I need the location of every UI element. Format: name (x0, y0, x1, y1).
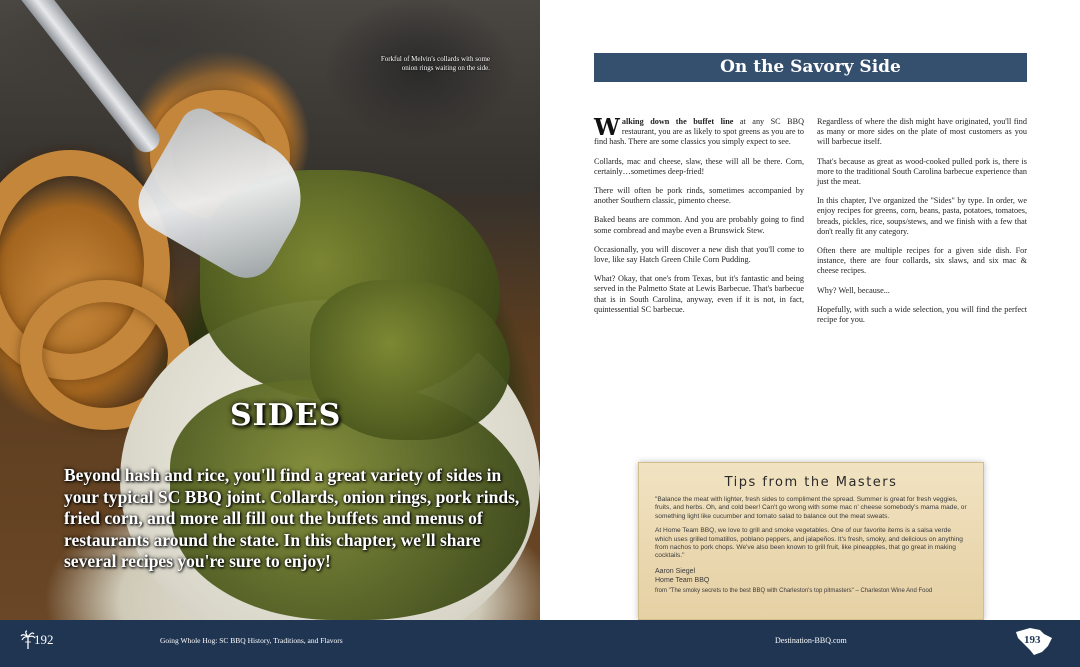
paragraph: Regardless of where the dish might have originated, you'll find as many or more sides on the plate of most customers as you will barbecue itself. (817, 117, 1027, 147)
tips-paragraph: At Home Team BBQ, we love to grill and smoke vegetables. One of our favorite items is a salsa verde which uses grilled tomatillos, poblano peppers, and jalapeños. It's fresh, smoky, and delicious on anything from nachos to pork chops. We've also been known to grill fruit, like pineapples, that go great in making cocktails." (655, 527, 963, 560)
text-column-right (817, 117, 1027, 334)
paragraph: Hopefully, with such a wide selection, you will find the perfect recipe for you. (817, 304, 1027, 325)
book-title: Going Whole Hog: SC BBQ History, Traditions, and Flavors (160, 636, 343, 645)
paragraph: Occasionally, you will discover a new dish that you'll come to love, like say Hatch Green Chile Corn Pudding. (594, 244, 804, 265)
text-column-left (594, 114, 804, 324)
right-page (540, 0, 1080, 620)
paragraph: In this chapter, I've organized the "Sides" by type. In order, we enjoy recipes for greens, corn, beans, pasta, potatoes, tomatoes, breads, pickles, rice, soups/stews, and we finish with a few that don't really fit any category. (817, 196, 1027, 236)
chapter-title: SIDES (230, 398, 342, 433)
lead-rest: at any SC BBQ restaurant, you are as likely to spot greens as you are to find hash. There are some classics you simply expect to see. (594, 117, 804, 147)
tips-title: Tips from the Masters (724, 475, 898, 490)
tips-body (655, 496, 967, 595)
tips-org: Home Team BBQ (655, 576, 710, 584)
drop-cap: W (594, 114, 620, 141)
photo-caption: Forkful of Melvin's collards with some onion rings waiting on the side. (380, 55, 490, 72)
paragraph: Why? Well, because... (817, 285, 890, 295)
lead-in: alking down the buffet line (621, 117, 734, 126)
collards-photo (0, 0, 540, 620)
paragraph: Baked beans are common. And you are probably going to find some cornbread and maybe even a Brunswick Stew. (594, 215, 804, 235)
tips-paragraph: "Balance the meat with lighter, fresh sides to compliment the spread. Summer is great for fresh veggies, fruits, and herbs. Oh, and cold beer! Can't go wrong with some mac n' cheese somebody's mama made, or something light like cucumber and tomato salad to balance out the meat sweats. (655, 496, 967, 520)
paragraph: Collards, mac and cheese, slaw, these will all be there. Corn, certainly…sometimes deep-fried! (594, 156, 804, 176)
paragraph: What? Okay, that one's from Texas, but it's fantastic and being served in the Palmetto State at Lewis Barbecue. That's barbecue that is in South Carolina, anyway, even if it is not, in fact, quintessential SC barbecue. (594, 274, 804, 314)
website-link[interactable]: Destination-BBQ.com (775, 636, 847, 645)
lead-paragraph (594, 114, 804, 148)
fork-handle (0, 0, 164, 157)
paragraph: There will often be pork rinds, sometimes accompanied by another Southern classic, pimento cheese. (594, 186, 804, 206)
paragraph: That's because as great as wood-cooked pulled pork is, there is more to the traditional South Carolina barbecue experience than just the meat. (817, 156, 1027, 187)
tips-source: from "The smoky secrets to the best BBQ with Charleston's top pitmasters" – Charleston Wine And Food (655, 587, 933, 594)
chapter-intro: Beyond hash and rice, you'll find a great variety of sides in your typical SC BBQ joint. Collards, onion rings, pork rinds, fried corn, and more all fill out the buffets and menus of restaurants around the state. In this chapter, we'll share several recipes you're sure to enjoy! (64, 465, 520, 571)
page-number-left: 192 (34, 632, 54, 647)
tips-box (638, 462, 984, 620)
page-number-right: 193 (1024, 634, 1041, 646)
section-title: On the Savory Side (594, 53, 1027, 82)
tips-author: Aaron Siegel (655, 567, 696, 575)
paragraph: Often there are multiple recipes for a given side dish. For instance, there are four collards, six slaws, and six mac & cheese recipes. (817, 246, 1027, 276)
